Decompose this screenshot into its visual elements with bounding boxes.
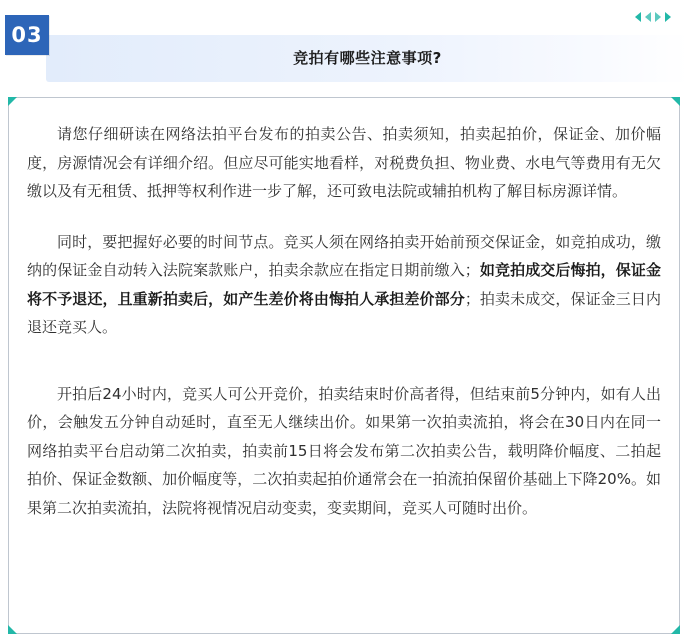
chevron-left-icon <box>635 12 641 22</box>
paragraph-deadlines <box>27 228 661 342</box>
paragraph-text: 同时，要把握好必要的时间节点。竞买人须在网络拍卖开始前预交保证金，如竞拍成功，缴纳的保证金自动转入法院案款账户，拍卖余款应在指定日期前缴入； <box>27 232 661 279</box>
triangle-corner-icon <box>8 625 17 634</box>
article-body <box>27 120 661 522</box>
triangle-corner-icon <box>671 97 680 106</box>
triangle-corner-icon <box>671 625 680 634</box>
section-title: 竞拍有哪些注意事项? <box>293 49 442 67</box>
triangle-corner-icon <box>8 97 17 106</box>
emphasis-text: 如竞拍成交后悔拍，保证金将不予退还，且重新拍卖后，如产生差价将由悔拍人承担差价部分 <box>27 261 661 308</box>
chevron-right-icon <box>655 12 661 22</box>
paragraph-bidding-rules: 开拍后24小时内，竞买人可公开竞价，拍卖结束时价高者得，但结束前5分钟内，如有人出价，会触发五分钟自动延时，直至无人继续出价。如果第一次拍卖流拍，将会在30日内在同一网络拍卖平台启动第二次拍卖，拍卖前15日将会发布第二次拍卖公告，载明降价幅度、二拍起拍价、保证金数额、加价幅度等，二次拍卖起拍价通常会在一拍流拍保留价基础上下降20%。如果第二次拍卖流拍，法院将视情况启动变卖，变卖期间，竞买人可随时出价。 <box>27 384 661 517</box>
chevron-left-icon <box>645 12 651 22</box>
section-header <box>0 0 689 84</box>
paragraph-research: 请您仔细研读在网络法拍平台发布的拍卖公告、拍卖须知，拍卖起拍价，保证金、加价幅度，房源情况会有详细介绍。但应尽可能实地看样，对税费负担、物业费、水电气等费用有无欠缴以及有无租赁、抵押等权利作进一步了解，还可致电法院或辅拍机构了解目标房源详情。 <box>27 125 661 200</box>
paragraph-text: ；拍卖未成交，保证金三日内退还竞买人。 <box>27 289 661 336</box>
chevron-right-icon <box>665 12 671 22</box>
section-number-badge: 03 <box>5 15 49 55</box>
content-frame <box>8 97 680 634</box>
header-decoration <box>635 10 671 24</box>
